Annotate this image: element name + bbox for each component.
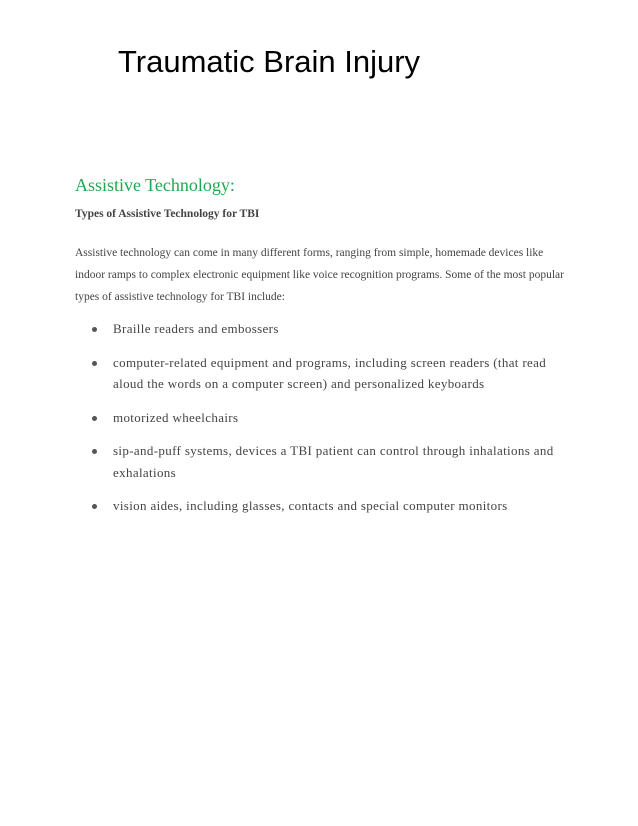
list-item-text: vision aides, including glasses, contacts and special computer monitors xyxy=(113,498,508,513)
bullet-icon xyxy=(92,449,97,454)
list-item-text: computer-related equipment and programs, including screen readers (that read aloud the words on a computer screen) and personalized keyboards xyxy=(113,354,547,391)
list-item-computer-equipment xyxy=(0,352,638,395)
list-item-text: motorized wheelchairs xyxy=(113,409,239,425)
subheading: Types of Assistive Technology for TBI xyxy=(75,208,260,220)
list-item-sip-and-puff xyxy=(0,440,638,483)
bullet-icon xyxy=(92,327,97,332)
bullet-icon xyxy=(92,416,97,421)
bullet-icon xyxy=(92,504,97,509)
page-title: Traumatic Brain Injury xyxy=(118,44,421,79)
list-item-text: sip-and-puff systems, devices a TBI patient can control through inhalations and exhalations xyxy=(113,443,554,480)
list-item-wheelchairs xyxy=(0,407,638,429)
list-item-text: Braille readers and embossers xyxy=(113,321,279,336)
section-heading: Assistive Technology: xyxy=(75,175,235,195)
assistive-technology-list xyxy=(0,318,638,529)
list-item-braille xyxy=(0,318,638,340)
intro-paragraph: Assistive technology can come in many different forms, ranging from simple, homemade devices like indoor ramps to complex electronic equipment like voice recognition programs. Some of the most popular types of assistive technology for TBI include: xyxy=(75,247,564,303)
list-item-vision-aides xyxy=(0,495,638,517)
bullet-icon xyxy=(92,361,97,366)
